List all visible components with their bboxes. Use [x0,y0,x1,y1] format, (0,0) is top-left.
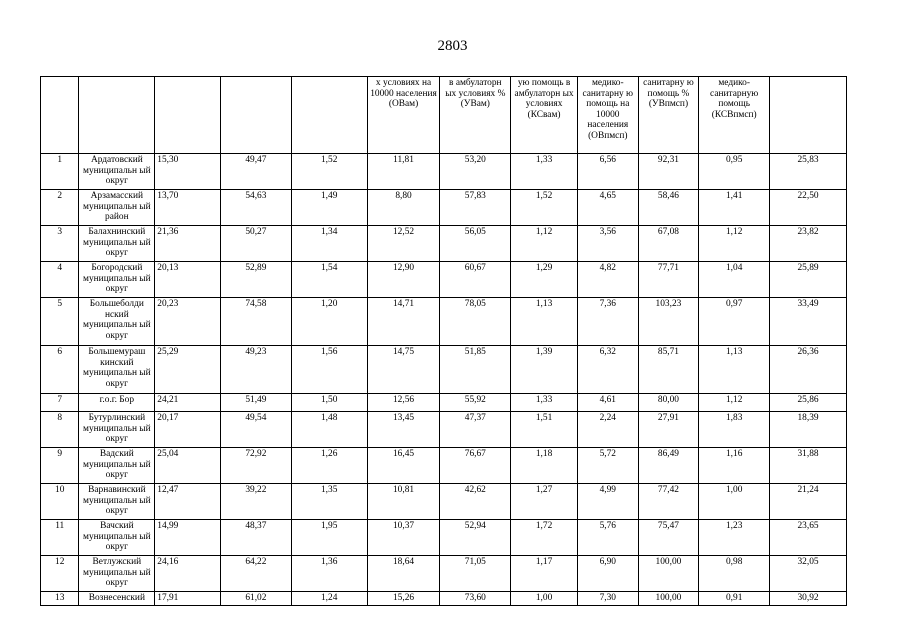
value-cell: 51,49 [220,394,291,412]
table-row [41,484,847,520]
value-cell: 3,56 [577,226,638,262]
row-number: 9 [41,448,79,484]
value-cell: 7,30 [577,592,638,606]
value-cell: 1,24 [291,592,367,606]
header-cell: ую помощь в амбулаторн ых условиях (КСвам) [511,77,578,154]
value-cell: 13,45 [367,412,440,448]
value-cell: 1,35 [291,484,367,520]
value-cell: 49,47 [220,154,291,190]
row-number: 12 [41,556,79,592]
value-cell: 1,39 [511,346,578,394]
header-cell [41,77,79,154]
municipality-name: Вадский муниципальн ый округ [79,448,155,484]
value-cell: 60,67 [440,262,511,298]
value-cell: 12,90 [367,262,440,298]
value-cell: 85,71 [638,346,699,394]
data-table [40,76,847,606]
value-cell: 5,72 [577,448,638,484]
table-row [41,556,847,592]
value-cell: 6,90 [577,556,638,592]
row-number: 8 [41,412,79,448]
value-cell: 100,00 [638,556,699,592]
value-cell: 58,46 [638,190,699,226]
row-number: 3 [41,226,79,262]
value-cell: 26,36 [770,346,847,394]
value-cell: 61,02 [220,592,291,606]
value-cell: 1,51 [511,412,578,448]
value-cell: 16,45 [367,448,440,484]
value-cell: 4,82 [577,262,638,298]
value-cell: 4,61 [577,394,638,412]
value-cell: 1,00 [511,592,578,606]
value-cell: 14,71 [367,298,440,346]
row-number: 4 [41,262,79,298]
value-cell: 12,47 [155,484,221,520]
table-row [41,226,847,262]
value-cell: 1,12 [511,226,578,262]
value-cell: 48,37 [220,520,291,556]
municipality-name: Ардатовский муниципальн ый округ [79,154,155,190]
value-cell: 47,37 [440,412,511,448]
value-cell: 1,50 [291,394,367,412]
municipality-name: Вачский муниципальн ый округ [79,520,155,556]
value-cell: 4,99 [577,484,638,520]
table-row [41,262,847,298]
value-cell: 1,52 [291,154,367,190]
value-cell: 1,12 [699,226,770,262]
value-cell: 103,23 [638,298,699,346]
municipality-name: Богородский муниципальн ый округ [79,262,155,298]
value-cell: 56,05 [440,226,511,262]
value-cell: 22,50 [770,190,847,226]
table-row [41,190,847,226]
value-cell: 1,36 [291,556,367,592]
value-cell: 18,39 [770,412,847,448]
value-cell: 1,48 [291,412,367,448]
value-cell: 49,23 [220,346,291,394]
value-cell: 1,18 [511,448,578,484]
value-cell: 1,13 [699,346,770,394]
header-cell: медико-санитарную помощь (КСВпмсп) [699,77,770,154]
value-cell: 4,65 [577,190,638,226]
value-cell: 1,54 [291,262,367,298]
value-cell: 0,91 [699,592,770,606]
value-cell: 33,49 [770,298,847,346]
value-cell: 1,16 [699,448,770,484]
value-cell: 12,56 [367,394,440,412]
value-cell: 1,13 [511,298,578,346]
value-cell: 1,41 [699,190,770,226]
value-cell: 20,17 [155,412,221,448]
value-cell: 1,56 [291,346,367,394]
value-cell: 64,22 [220,556,291,592]
row-number: 1 [41,154,79,190]
value-cell: 2,24 [577,412,638,448]
municipality-name: г.о.г. Бор [79,394,155,412]
value-cell: 10,81 [367,484,440,520]
value-cell: 12,52 [367,226,440,262]
row-number: 6 [41,346,79,394]
value-cell: 1,23 [699,520,770,556]
value-cell: 30,92 [770,592,847,606]
value-cell: 1,26 [291,448,367,484]
value-cell: 32,05 [770,556,847,592]
value-cell: 55,92 [440,394,511,412]
value-cell: 1,04 [699,262,770,298]
value-cell: 20,13 [155,262,221,298]
value-cell: 1,72 [511,520,578,556]
row-number: 2 [41,190,79,226]
table-row [41,154,847,190]
table-row [41,346,847,394]
value-cell: 14,75 [367,346,440,394]
value-cell: 25,89 [770,262,847,298]
value-cell: 6,32 [577,346,638,394]
value-cell: 51,85 [440,346,511,394]
value-cell: 7,36 [577,298,638,346]
value-cell: 1,00 [699,484,770,520]
value-cell: 42,62 [440,484,511,520]
row-number: 11 [41,520,79,556]
value-cell: 67,08 [638,226,699,262]
value-cell: 31,88 [770,448,847,484]
value-cell: 50,27 [220,226,291,262]
value-cell: 76,67 [440,448,511,484]
value-cell: 71,05 [440,556,511,592]
value-cell: 92,31 [638,154,699,190]
value-cell: 1,33 [511,394,578,412]
value-cell: 72,92 [220,448,291,484]
value-cell: 8,80 [367,190,440,226]
value-cell: 6,56 [577,154,638,190]
value-cell: 1,17 [511,556,578,592]
value-cell: 21,36 [155,226,221,262]
table-row [41,412,847,448]
value-cell: 25,04 [155,448,221,484]
value-cell: 24,16 [155,556,221,592]
header-cell [220,77,291,154]
value-cell: 53,20 [440,154,511,190]
row-number: 13 [41,592,79,606]
value-cell: 86,49 [638,448,699,484]
value-cell: 15,30 [155,154,221,190]
row-number: 5 [41,298,79,346]
value-cell: 77,42 [638,484,699,520]
value-cell: 0,97 [699,298,770,346]
value-cell: 1,27 [511,484,578,520]
value-cell: 27,91 [638,412,699,448]
municipality-name: Арзамасский муниципальн ый район [79,190,155,226]
page-number: 2803 [437,38,468,54]
value-cell: 10,37 [367,520,440,556]
value-cell: 25,86 [770,394,847,412]
value-cell: 80,00 [638,394,699,412]
value-cell: 25,29 [155,346,221,394]
header-cell [770,77,847,154]
row-number: 7 [41,394,79,412]
value-cell: 1,49 [291,190,367,226]
value-cell: 1,29 [511,262,578,298]
table-row [41,448,847,484]
municipality-name: Вознесенский [79,592,155,606]
value-cell: 49,54 [220,412,291,448]
value-cell: 13,70 [155,190,221,226]
header-row [41,77,847,154]
value-cell: 17,91 [155,592,221,606]
value-cell: 39,22 [220,484,291,520]
row-number: 10 [41,484,79,520]
value-cell: 1,20 [291,298,367,346]
header-cell [79,77,155,154]
value-cell: 18,64 [367,556,440,592]
value-cell: 15,26 [367,592,440,606]
municipality-name: Балахнинский муниципальн ый округ [79,226,155,262]
value-cell: 23,65 [770,520,847,556]
value-cell: 25,83 [770,154,847,190]
value-cell: 1,33 [511,154,578,190]
value-cell: 77,71 [638,262,699,298]
value-cell: 100,00 [638,592,699,606]
value-cell: 21,24 [770,484,847,520]
value-cell: 1,34 [291,226,367,262]
header-cell [155,77,221,154]
header-cell [291,77,367,154]
value-cell: 20,23 [155,298,221,346]
value-cell: 0,98 [699,556,770,592]
value-cell: 14,99 [155,520,221,556]
value-cell: 52,94 [440,520,511,556]
table-row [41,592,847,606]
header-cell: санитарну ю помощь % (УВпмсп) [638,77,699,154]
header-cell: медико-санитарну ю помощь на 10000 населения (ОВпмсп) [577,77,638,154]
value-cell: 73,60 [440,592,511,606]
header-cell: в амбулаторн ых условиях % (УВам) [440,77,511,154]
value-cell: 57,83 [440,190,511,226]
value-cell: 11,81 [367,154,440,190]
value-cell: 52,89 [220,262,291,298]
municipality-name: Ветлужский муниципальн ый округ [79,556,155,592]
municipality-name: Бутурлинский муниципальн ый округ [79,412,155,448]
value-cell: 5,76 [577,520,638,556]
value-cell: 23,82 [770,226,847,262]
value-cell: 0,95 [699,154,770,190]
value-cell: 1,83 [699,412,770,448]
table-row [41,298,847,346]
table-row [41,394,847,412]
value-cell: 75,47 [638,520,699,556]
value-cell: 1,52 [511,190,578,226]
table-row [41,520,847,556]
header-cell: х условиях на 10000 населения (ОВам) [367,77,440,154]
value-cell: 78,05 [440,298,511,346]
municipality-name: Большеболди нский муниципальн ый округ [79,298,155,346]
value-cell: 74,58 [220,298,291,346]
value-cell: 54,63 [220,190,291,226]
municipality-name: Варнавинский муниципальн ый округ [79,484,155,520]
municipality-name: Большемураш кинский муниципальн ый округ [79,346,155,394]
value-cell: 24,21 [155,394,221,412]
value-cell: 1,12 [699,394,770,412]
value-cell: 1,95 [291,520,367,556]
